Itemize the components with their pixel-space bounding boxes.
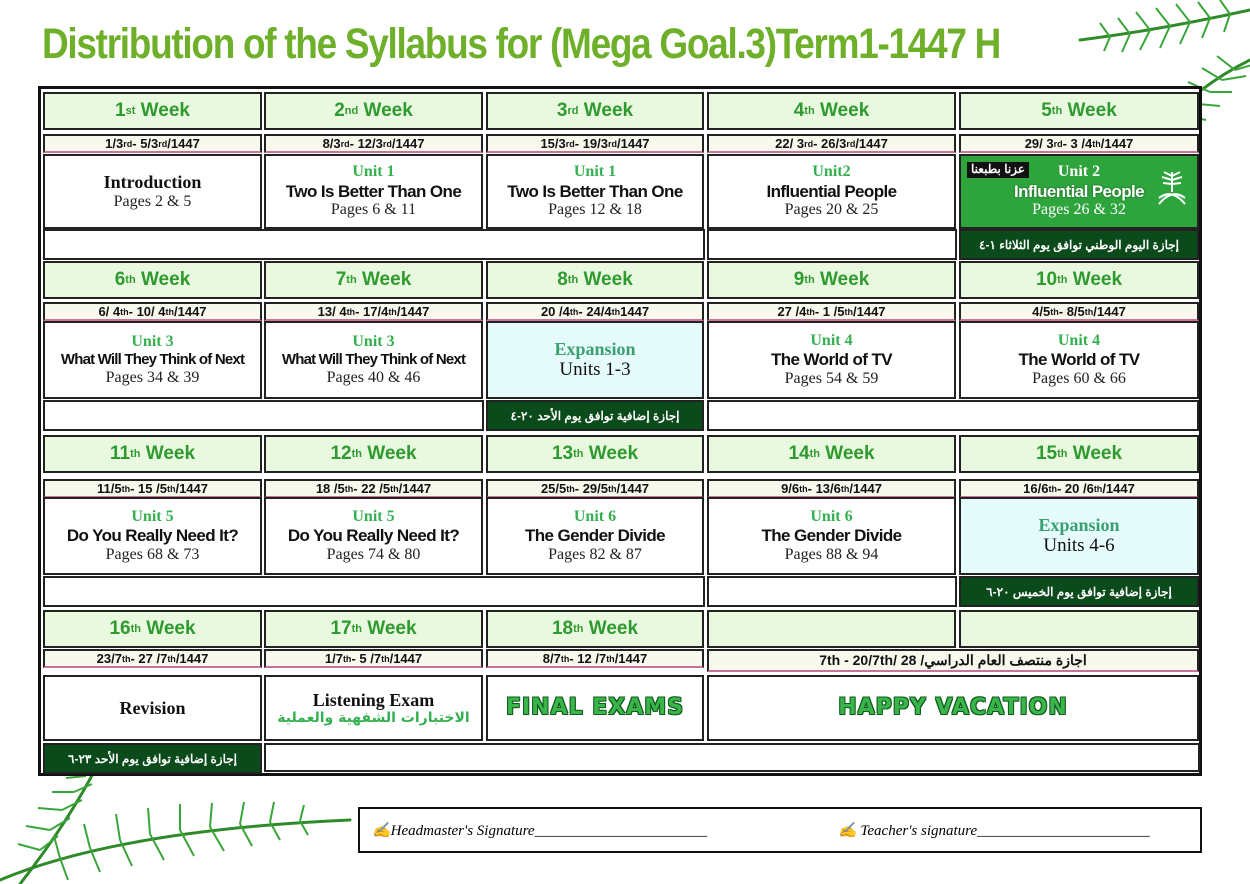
week-pages: Pages 12 & 18 [548,201,642,219]
week-date: 8/3 rd - 12/3 rd /1447 [264,134,483,153]
holiday-text: إجازة إضافية توافق يوم الأحد ٢٣-٦ [68,751,237,766]
week-number: 16 [109,618,131,639]
week-suffix: th [1057,448,1068,460]
week-header [264,435,483,473]
week-date: 23/7 th - 27 /7 th /1447 [43,649,262,668]
holiday-strip-empty [707,576,957,607]
week-date: 4/5 th - 8/5 th /1447 [959,302,1199,321]
week-unit: Unit 4 [810,331,853,349]
week-pages: Pages 6 & 11 [330,201,417,219]
week-header [486,435,704,473]
week-suffix: th [809,448,820,460]
syllabus-table [38,86,1202,776]
week-content [486,675,704,741]
week-suffix: st [125,105,136,117]
week-date: 16/6 th - 20 /6 th /1447 [959,479,1199,498]
week-topic: What Will They Think of Next [60,351,245,369]
week-topic: Do You Really Need It? [287,526,460,546]
week-suffix: th [130,448,141,460]
week-suffix: th [351,623,362,635]
week-word: Week [140,269,191,290]
week-header [959,92,1199,130]
week-number: 8 [557,269,568,290]
week-word: Week [1072,443,1123,464]
week-date: 18 /5 th - 22 /5 th /1447 [264,479,483,498]
week-topic: Revision [119,697,186,718]
week-number: 17 [330,618,352,639]
week-word: Week [361,269,412,290]
week-suffix: th [130,623,141,635]
holiday-sunday-6-23 [43,743,262,774]
week-date: 20 /4 th - 24/4 th 1447 [486,302,704,321]
week-topic: The World of TV [1018,350,1140,370]
week-content [264,675,483,741]
week-topic: The World of TV [770,350,892,370]
week-unit: Unit 1 [573,163,617,181]
week-suffix: th [804,274,815,286]
week-content [43,675,262,741]
week-number: 13 [551,443,574,464]
week-unit: Unit 6 [573,507,617,525]
week-header [486,92,704,130]
expansion-units: Units 1-3 [559,359,631,381]
week-content [264,497,483,575]
week-header [43,435,262,473]
week-unit: Unit 1 [352,163,395,181]
week-header-empty [707,610,956,648]
week-number: 3 [556,100,568,121]
week-number: 1 [115,100,126,121]
week-date: 29/ 3 rd - 3 /4 th /1447 [959,134,1199,153]
week-pages: Pages 82 & 87 [548,545,642,563]
week-suffix: rd [567,105,579,117]
week-topic: Do You Really Need It? [66,526,239,546]
week-content [486,154,704,229]
week-unit: Unit 4 [1057,331,1101,349]
teacher-signature: ✍ Teacher's signature_______________________ [838,823,1150,839]
week-unit: Unit2 [812,163,851,181]
week-date: 8/7 th - 12 /7 th /1447 [486,649,704,668]
week-pages: Pages 54 & 59 [784,369,879,387]
week-header [43,92,262,130]
holiday-strip-empty [707,229,957,260]
week-number: 11 [109,443,131,464]
week-number: 5 [1041,100,1052,121]
week-content [486,497,704,575]
week-content [707,321,956,399]
saudi-emblem-icon [1155,168,1189,208]
week-content [959,497,1199,575]
week-header [43,261,262,299]
week-suffix: th [1057,274,1068,286]
week-date: 27 /4 th - 1 /5 th /1447 [707,302,956,321]
week-pages: Pages 40 & 46 [326,368,421,386]
slogan-badge: عزنا بطبعنا [967,162,1029,178]
week-number: 12 [330,443,352,464]
week-word: Week [1067,100,1117,121]
week-suffix: th [573,448,584,460]
week-pages: Pages 68 & 73 [105,545,200,563]
week-topic: Two Is Better Than One [285,181,462,201]
week-header [707,92,956,130]
week-word: Week [146,618,196,639]
week-number: 10 [1035,269,1058,290]
week-number: 9 [793,269,805,290]
week-date: 15/3 rd - 19/3 rd /1447 [486,134,704,153]
week-word: Week [819,269,870,290]
week-pages: Pages 34 & 39 [105,368,200,386]
holiday-strip-empty [43,400,484,431]
week-suffix: th [125,274,136,286]
week-pages: Pages 74 & 80 [326,545,421,563]
signature-box [358,807,1202,853]
holiday-text: إجازة إضافية توافق يوم الخميس ٢٠-٦ [986,584,1172,599]
week-header [264,610,483,648]
vacation-content [707,675,1199,741]
week-content [43,154,262,229]
week-content [486,321,704,399]
week-pages: Pages 26 & 32 [1032,201,1126,219]
week-number: 6 [114,269,126,290]
week-number: 7 [335,269,347,290]
week-unit: Unit 5 [131,507,174,525]
week-unit: Unit 2 [1057,163,1101,181]
week-topic: What Will They Think of Next [281,351,466,369]
happy-vacation-label: HAPPY VACATION [838,695,1068,721]
week-content [959,154,1199,229]
week-word: Week [363,100,413,121]
week-date: 1/7 th - 5 /7 th /1447 [264,649,483,668]
holiday-text: إجازة إضافية توافق يوم الأحد ٢٠-٤ [510,408,680,423]
week-content [707,154,956,229]
week-header [43,610,262,648]
week-word: Week [588,618,639,639]
week-header [707,435,956,473]
week-header [959,261,1199,299]
holiday-strip-empty [264,743,1200,772]
week-word: Week [145,443,196,464]
week-word: Week [583,269,633,290]
week-date: 9/6 th - 13/6 th /1447 [707,479,956,498]
week-date: 11/5 th - 15 /5 th /1447 [43,479,262,498]
week-unit: Unit 6 [810,507,853,525]
week-suffix: th [1051,105,1063,117]
week-pages: الاختبارات الشفهية والعملية [277,710,470,727]
week-header [264,92,483,130]
week-content [43,321,262,399]
expansion-units: Units 4-6 [1043,535,1115,557]
week-word: Week [583,100,634,121]
holiday-text: إجازة اليوم الوطني توافق يوم الثلاثاء ١-٤ [979,237,1179,252]
page-title: Distribution of the Syllabus for (Mega Goal.3)Term1-1447 H [42,20,1001,68]
week-topic: Two Is Better Than One [507,181,683,201]
holiday-strip-empty [43,229,705,260]
week-pages: Pages 2 & 5 [113,192,192,210]
week-date: 1/3 rd - 5/3 rd /1447 [43,134,262,153]
headmaster-signature: ✍Headmaster's Signature_______________________ [372,823,708,839]
final-exams-label: FINAL EXAMS [505,695,685,721]
week-header [486,610,704,648]
week-word: Week [367,443,417,464]
week-number: 15 [1035,443,1058,464]
week-date: 25/5 th - 29/5 th /1447 [486,479,704,498]
week-suffix: th [346,274,357,286]
vacation-date [707,649,1199,672]
holiday-national-day [959,229,1199,260]
week-topic: Influential People [766,181,897,201]
week-word: Week [140,100,190,121]
week-unit: Unit 5 [352,507,395,525]
week-suffix: nd [344,105,359,117]
week-content [707,497,956,575]
week-number: 2 [334,100,345,121]
week-suffix: th [567,274,579,286]
holiday-strip-empty [707,400,1199,431]
holiday-sunday-4-20 [486,400,704,431]
week-content [959,321,1199,399]
week-pages: Pages 88 & 94 [784,545,879,563]
week-content [43,497,262,575]
week-header-empty [959,610,1199,648]
week-date: 6/ 4 th - 10/ 4 th /1447 [43,302,262,321]
week-content [264,154,483,229]
week-header [264,261,483,299]
week-date: 22/ 3 rd - 26/3 rd /1447 [707,134,956,153]
week-word: Week [819,100,870,121]
week-header [486,261,704,299]
week-word: Week [1072,269,1123,290]
week-suffix: th [804,105,815,117]
vacation-date-text: اجازة منتصف العام الدراسي/ 28 /7th - 20/7th [819,652,1087,668]
week-date: 13/ 4 th - 17/4 th /1447 [264,302,483,321]
week-word: Week [825,443,875,464]
week-unit: Unit 3 [352,332,395,350]
week-topic: Influential People [1014,181,1144,201]
week-number: 14 [788,443,810,464]
holiday-strip-empty [43,576,705,607]
week-word: Week [588,443,639,464]
week-suffix: th [573,623,584,635]
week-topic: Listening Exam [312,689,435,710]
week-number: 4 [793,100,805,121]
week-pages: Pages 20 & 25 [784,201,879,219]
week-content [264,321,483,399]
week-topic: The Gender Divide [761,526,902,546]
expansion-label: Expansion [554,338,636,359]
week-pages: Pages 60 & 66 [1032,369,1126,387]
week-unit: Unit 3 [131,332,174,350]
week-topic: The Gender Divide [524,526,665,546]
week-number: 18 [551,618,574,639]
week-header [707,261,956,299]
week-suffix: th [351,448,362,460]
week-word: Week [367,618,417,639]
week-topic: Introduction [103,171,202,192]
holiday-thursday-6-20 [959,576,1199,607]
week-header [959,435,1199,473]
expansion-label: Expansion [1038,514,1120,535]
